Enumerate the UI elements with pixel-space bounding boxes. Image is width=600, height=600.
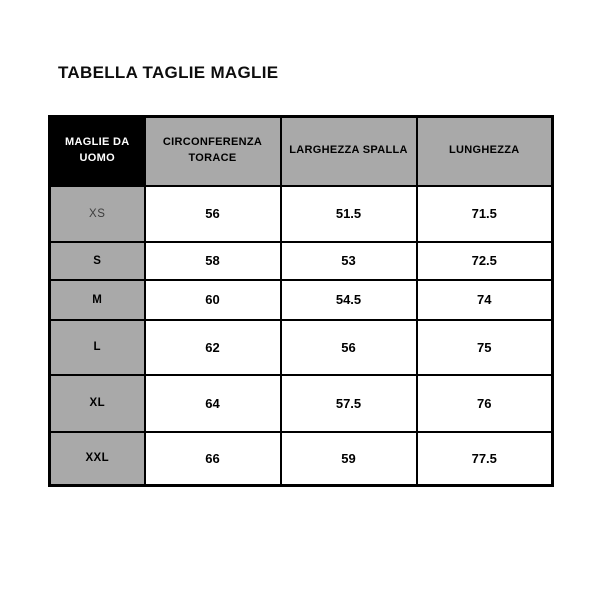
value-cell: 51.5 — [281, 186, 417, 242]
value-cell: 56 — [145, 186, 281, 242]
table-row-xl — [50, 375, 553, 432]
size-label: XXL — [50, 432, 145, 486]
column-header-label: LARGHEZZA SPALLA — [289, 144, 408, 157]
column-header-circonferenza-torace — [145, 117, 281, 186]
table-row-s — [50, 242, 553, 280]
size-label: M — [50, 280, 145, 320]
value-cell: 56 — [281, 320, 417, 375]
size-label: L — [50, 320, 145, 375]
value-cell: 54.5 — [281, 280, 417, 320]
column-header-label: CIRCONFERENZA TORACE — [162, 136, 263, 165]
corner-header-label: MAGLIE DA UOMO — [65, 136, 130, 165]
value-cell: 75 — [417, 320, 553, 375]
value-cell: 77.5 — [417, 432, 553, 486]
value-cell: 76 — [417, 375, 553, 432]
value-cell: 59 — [281, 432, 417, 486]
size-label: S — [50, 242, 145, 280]
column-header-larghezza-spalla — [281, 117, 417, 186]
size-label: XL — [50, 375, 145, 432]
value-cell: 64 — [145, 375, 281, 432]
column-header-label: LUNGHEZZA — [448, 144, 520, 157]
size-label: XS — [50, 186, 145, 242]
header-row — [50, 117, 553, 186]
value-cell: 72.5 — [417, 242, 553, 280]
table-row-l — [50, 320, 553, 375]
page-title: TABELLA TAGLIE MAGLIE — [58, 63, 279, 82]
value-cell: 60 — [145, 280, 281, 320]
value-cell: 74 — [417, 280, 553, 320]
value-cell: 66 — [145, 432, 281, 486]
corner-header-cell — [50, 117, 145, 186]
value-cell: 58 — [145, 242, 281, 280]
value-cell: 62 — [145, 320, 281, 375]
size-table — [48, 115, 554, 487]
column-header-lunghezza — [417, 117, 553, 186]
value-cell: 57.5 — [281, 375, 417, 432]
table-row-m — [50, 280, 553, 320]
table-row-xs — [50, 186, 553, 242]
value-cell: 53 — [281, 242, 417, 280]
value-cell: 71.5 — [417, 186, 553, 242]
table-row-xxl — [50, 432, 553, 486]
